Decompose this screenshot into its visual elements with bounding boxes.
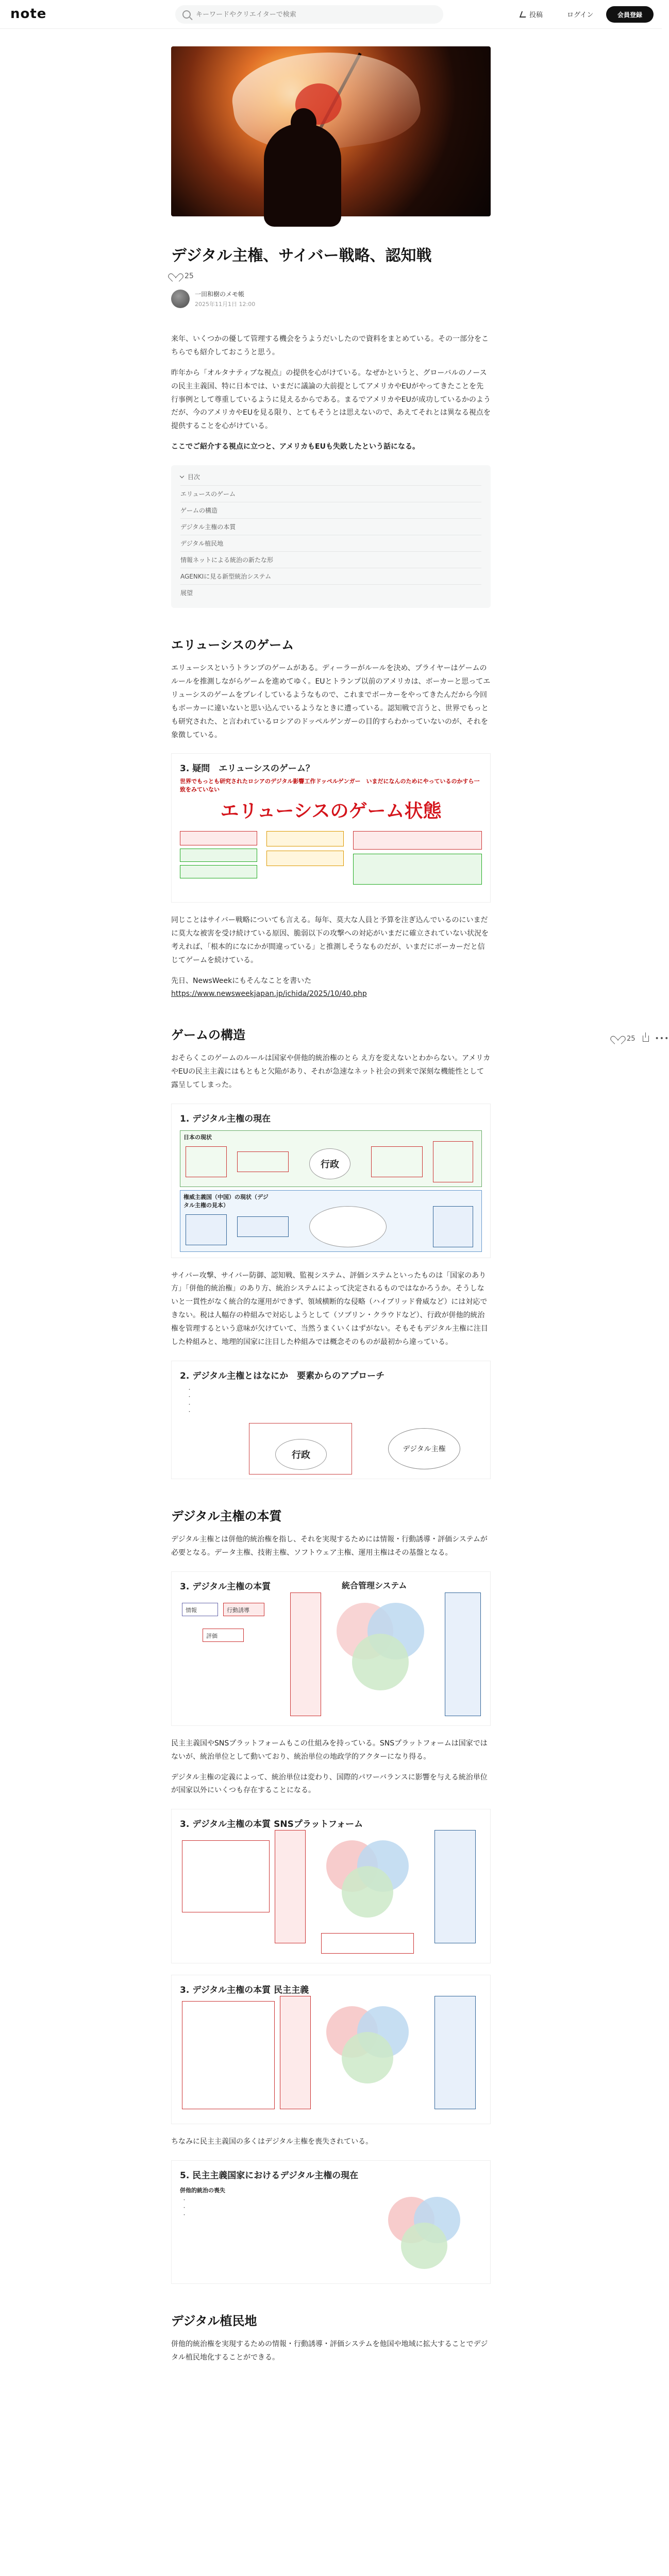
slide-circle-green	[342, 2032, 393, 2083]
like-row	[171, 272, 491, 280]
more-icon[interactable]: •••	[655, 1035, 669, 1043]
slide-box	[266, 851, 344, 866]
slide-box	[237, 1151, 289, 1172]
slide-subtitle: 世界でもっとも研究されたロシアのデジタル影響工作ドッペルゲンガー いまだになんのためにやっているのかすら一致をみていない	[180, 778, 480, 793]
slide-row-label: 日本の現状	[183, 1133, 212, 1141]
slide-side-bar	[434, 1830, 476, 1943]
slide-box	[433, 1206, 473, 1247]
section-heading: ゲームの構造	[171, 1027, 245, 1042]
slide-box	[186, 1146, 227, 1177]
paragraph: エリューシスというトランプのゲームがある。ディーラーがルールを決め、プライヤーはゲームのルールを推測しながらゲームを進めてゆく。EUとトランプ以前のアメリカは、ボーカーと思ってエリューシスのゲームをプレイしているようなもので、これまでボーカーをやってきたんだから今回もボーカーに違いないと思い込んでいるようなときに遭っている。認知戦で言うと、世界でもっとも研究された、と言われているロシアのドッペルゲンガーの目的すらわかっていないのが、それを象徴している。	[171, 664, 491, 739]
post-label: 投稿	[529, 11, 543, 19]
paragraph: ちなみに民主主義国の多くはデジタル主権を喪失されている。	[171, 2138, 373, 2146]
like-count: 25	[185, 272, 194, 280]
author-name[interactable]: 一田和樹のメモ帳	[195, 291, 245, 298]
slide-eleusis	[171, 753, 491, 903]
intro-text	[171, 333, 491, 454]
slide-box	[180, 831, 257, 845]
intro-paragraph: 来年、いくつかの優して管理する機会をうようだいしたので資料をまとめている。その一部分をこちらでも紹介しておこうと思う。	[171, 335, 489, 357]
login-link[interactable]: ログイン	[567, 11, 594, 19]
slide-title: 2. デジタル主権とはなにか 要素からのアプローチ	[180, 1370, 385, 1381]
slide-box-column	[353, 831, 482, 885]
newsweek-link[interactable]: https://www.newsweekjapan.jp/ichida/2025/10/40.php	[171, 989, 367, 998]
slide-box	[371, 1146, 423, 1177]
section-heading: デジタル植民地	[171, 2314, 257, 2329]
slide-sns-platform	[171, 1809, 491, 1963]
slide-row-china	[180, 1190, 482, 1252]
action-box: 行動誘導	[223, 1603, 264, 1616]
paragraph: 併他的統治権を実現するための情報・行動誘導・評価システムを他国や地域に拡大することでデジタル植民地化することができる。	[171, 2340, 488, 2362]
heart-icon[interactable]	[613, 1035, 623, 1043]
hero-image	[171, 46, 491, 216]
article	[171, 46, 491, 2372]
slide-circle-green	[401, 2223, 447, 2269]
slide-center-label: 行政	[275, 1439, 327, 1470]
slide-box	[237, 1216, 289, 1237]
slide-title: 3. デジタル主権の本質 SNSプラットフォーム	[180, 1819, 363, 1830]
slide-digital-sovereignty-now	[171, 1104, 491, 1258]
slide-what-is-sovereignty	[171, 1361, 491, 1479]
table-of-contents	[171, 465, 491, 608]
intro-paragraph: ここでご紹介する視点に立つと、アメリカもEUも失敗したという話になる。	[171, 443, 420, 451]
slide-circle	[309, 1206, 387, 1247]
slide-essence	[171, 1571, 491, 1726]
slide-text-block: ・ ・ ・	[182, 2198, 187, 2218]
info-box: 情報	[182, 1603, 218, 1616]
author-date: 2025年11月1日 12:00	[195, 301, 256, 308]
paragraph: おそらくこのゲームのルールは国家や併他的統治権のとら え方を変えないとわからない。アメリカやEUの民主主義にはもともと欠陥があり、それが急速なネット社会の到来で深刻な機能性として露呈してしまった。	[171, 1054, 491, 1089]
slide-side-bar	[280, 1996, 311, 2109]
paragraph: デジタル主権の定義によって、統治単位は変わり、国際的パワーバランスに影響を与える統治単位が国家以外にいくつも存在することになる。	[171, 1773, 488, 1795]
author-block[interactable]	[171, 290, 491, 308]
pencil-icon	[520, 11, 528, 18]
toc-item[interactable]: 展望	[180, 584, 481, 601]
slide-box-column	[180, 831, 257, 885]
slide-democracy-now	[171, 2160, 491, 2284]
slide-box	[321, 1933, 414, 1954]
note-logo[interactable]: note	[10, 6, 47, 22]
slide-subtitle: 併他的統治の喪失	[180, 2187, 225, 2194]
avatar[interactable]	[171, 290, 190, 308]
toc-item[interactable]: デジタル植民地	[180, 535, 481, 551]
slide-box	[186, 1214, 227, 1245]
slide-box	[182, 2001, 275, 2109]
slide-headline: エリューシスのゲーム状態	[220, 801, 442, 822]
post-button[interactable]	[521, 9, 543, 19]
slide-circle-green	[352, 1634, 409, 1690]
slide-side-bar	[290, 1592, 321, 1716]
slide-text-block: ・ ・ ・ ・	[187, 1387, 192, 1415]
intro-paragraph: 昨年から「オルタナティブな視点」の提供を心がけている。なぜかというと、グローバルのノースの民主主義国、特に日本では、いまだに議論の大前提としてアメリカやEUがやってきたことを先行事例として尊重しているように見えるからである。まるでアメリカやEUが成功しているかのようだが、今のアメリカやEUを見る限り、とてもそうとは思えないので、あえてそれとは異なる視点を提供することを心がけている。	[171, 368, 491, 431]
search-input[interactable]	[196, 11, 433, 19]
share-icon[interactable]	[643, 1036, 649, 1042]
floating-like-bar	[613, 1035, 669, 1043]
slide-box	[433, 1141, 473, 1182]
slide-diagram	[249, 1423, 352, 1475]
slide-title: 1. デジタル主権の現在	[180, 1113, 271, 1124]
paragraph: 民主主義国やSNSプラットフォームもこの仕組みを持っている。SNSプラットフォームは国家ではないが、統治単位として動いており、統治単位の地政学的アクターになり得る。	[171, 1739, 488, 1761]
eval-box: 評価	[203, 1629, 244, 1642]
slide-box	[266, 831, 344, 846]
slide-box	[182, 1840, 270, 1912]
toc-item[interactable]: AGENKIに見る新型統治システム	[180, 568, 481, 584]
slide-row-japan	[180, 1130, 482, 1187]
floating-like-count: 25	[627, 1035, 635, 1043]
signup-button[interactable]: 会員登録	[606, 6, 654, 23]
slide-side-bar	[275, 1830, 306, 1943]
section-heading: エリューシスのゲーム	[171, 638, 294, 653]
heart-icon[interactable]	[171, 272, 180, 280]
toc-item[interactable]: 情報ネットによる統治の新たな形	[180, 551, 481, 568]
search-icon	[182, 10, 191, 19]
slide-box	[180, 865, 257, 878]
person-silhouette	[264, 124, 341, 227]
slide-title: 3. デジタル主権の本質 民主主義	[180, 1985, 309, 1996]
slide-system-label: 統合管理システム	[342, 1580, 407, 1590]
slide-title: 3. デジタル主権の本質	[180, 1581, 271, 1592]
paragraph: デジタル主権とは併他的統治権を指し、それを実現するためには情報・行動誘導・評価システムが必要となる。データ主権、技術主権、ソフトウェア主権、運用主権はその基盤となる。	[171, 1535, 488, 1557]
paragraph: サイバー攻撃、サイバー防御、認知戦、監視システム、評価システムといったものは「国家のあり方」「併他的統治権」のあり方、統治システムによって決定されるものではなかろうか。そうしないと一貫性がなく統合的な運用ができず、領域横断的な侵略（ハイブリッド脅威など）には対応できない。税は人幅存の枠組みで対応しようとして（ソブリン・クラウドなど）、行政が併他的統治権を管理するという意味が欠けていて、当然うまくいくはずがない。そもそもデジタル主権に注目した枠組みと、地理的国家に注目した枠組みでは概念そのものが最初から違っている。	[171, 1271, 488, 1347]
toc-toggle[interactable]: 目次	[180, 472, 481, 485]
slide-center-label: 行政	[309, 1148, 350, 1179]
paragraph: 先日、NewsWeekにもそんなことを書いた	[171, 977, 312, 986]
slide-side-bar	[445, 1592, 481, 1716]
slide-row-label: 権威主義国（中国）の現状（デジタル主権の見本）	[183, 1193, 269, 1209]
slide-box-row	[172, 828, 490, 888]
toc-item[interactable]: エリュースのゲーム	[180, 485, 481, 502]
paragraph: 同じことはサイバー戦略についても言える。毎年、莫大な人員と予算を注ぎ込んでいるのにいまだに莫大な被害を受け続けている原因、脆弱以下の攻撃への対応がいまだに確立されていない状況を考えれば、「根本的になにかが間違っている」と推測しそうなものだが、いまだにボーカーだと信じてゲームを続けている。	[171, 916, 489, 965]
chevron-down-icon	[180, 474, 184, 478]
slide-box-column	[266, 831, 344, 885]
slide-right-label: デジタル主権	[388, 1428, 460, 1469]
toc-item[interactable]: デジタル主権の本質	[180, 518, 481, 535]
section-heading: デジタル主権の本質	[171, 1509, 282, 1523]
toc-item[interactable]: ゲームの構造	[180, 502, 481, 518]
slide-circle-green	[342, 1866, 393, 1918]
slide-side-bar	[434, 1996, 476, 2109]
top-header	[0, 0, 662, 29]
slide-box	[180, 849, 257, 862]
search-bar[interactable]	[175, 5, 443, 24]
slide-box	[353, 831, 482, 850]
article-title: デジタル主権、サイバー戦略、認知戦	[171, 247, 432, 265]
slide-democracy	[171, 1975, 491, 2124]
slide-title: 5. 民主主義国家におけるデジタル主権の現在	[180, 2171, 359, 2181]
slide-box	[353, 854, 482, 885]
slide-title: 3. 疑問 エリューシスのゲーム？	[180, 764, 314, 774]
